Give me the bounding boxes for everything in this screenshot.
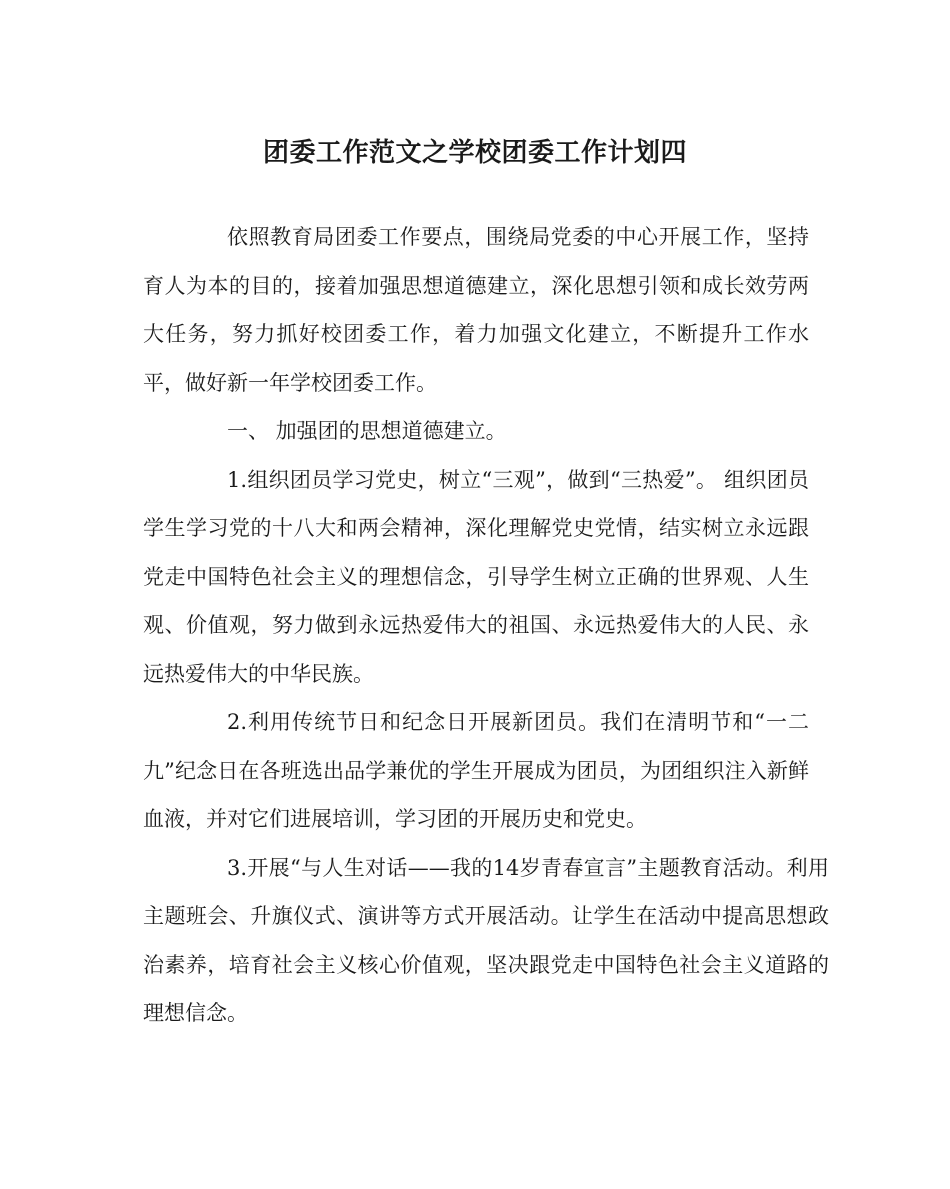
document-title: 团委工作范文之学校团委工作计划四 (262, 138, 687, 168)
paragraph-item-1: 1.组织团员学习党史，树立“三观”，做到“三热爱”。 组织团员学生学习党的十八大和两会精神，深化理解党史党情，结实树立永远跟党走中国特色社会主义的理想信念，引导学生树立正确的世界观、人生观、价值观，努力做到永远热爱伟大的祖国、永远热爱伟大的人民、永远热爱伟大的中华民族。 (143, 467, 809, 686)
paragraph-intro: 依照教育局团委工作要点，围绕局党委的中心开展工作，坚持育人为本的目的，接着加强思想道德建立，深化思想引领和成长效劳两大任务，努力抓好校团委工作，着力加强文化建立，不断提升工作水平，做好新一年学校团委工作。 (143, 225, 809, 395)
section-heading-1: 一、 加强团的思想道德建立。 (227, 419, 507, 443)
paragraph-item-2: 2.利用传统节日和纪念日开展新团员。我们在清明节和“一二九”纪念日在各班选出品学兼优的学生开展成为团员，为团组织注入新鲜血液，并对它们进展培训，学习团的开展历史和党史。 (143, 710, 809, 831)
document-body (143, 213, 829, 1038)
paragraph-item-3: 3.开展“与人生对话——我的14岁青春宣言”主题教育活动。利用主题班会、升旗仪式、演讲等方式开展活动。让学生在活动中提高思想政治素养，培育社会主义核心价值观，坚决跟党走中国特色社会主义道路的理想信念。 (143, 855, 829, 1025)
